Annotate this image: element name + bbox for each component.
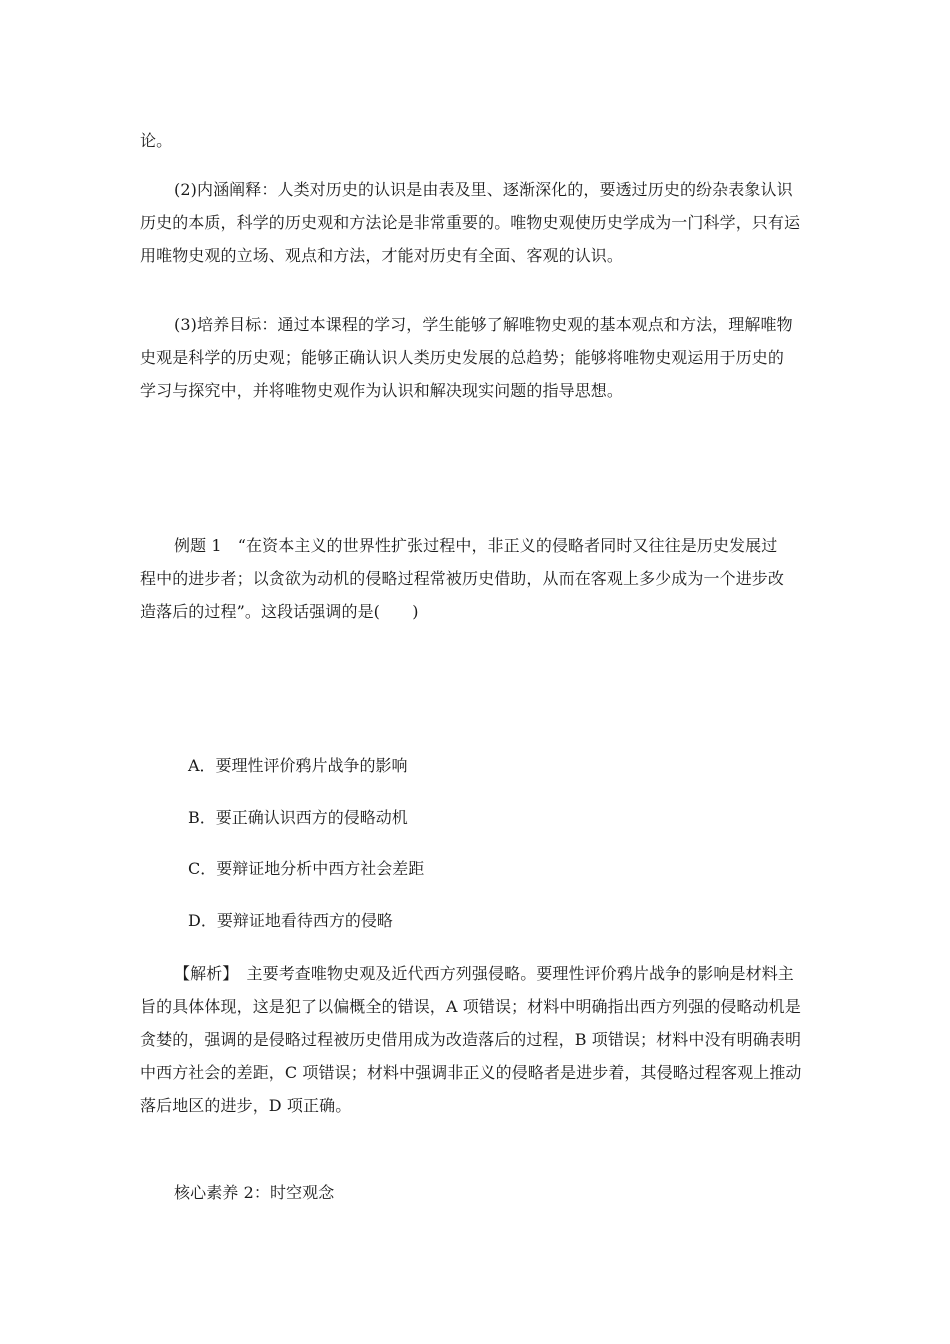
goal-line-1: (3)培养目标：通过本课程的学习，学生能够了解唯物史观的基本观点和方法，理解唯物 (174, 315, 793, 334)
option-c: C．要辩证地分析中西方社会差距 (188, 859, 425, 878)
analysis-line-3: 贪婪的，强调的是侵略过程被历史借用成为改造落后的过程，B 项错误；材料中没有明确表明 (140, 1030, 802, 1049)
analysis-paragraph (140, 957, 812, 1122)
example-question (140, 529, 812, 628)
analysis-line-2: 旨的具体体现，这是犯了以偏概全的错误，A 项错误；材料中明确指出西方列强的侵略动机是 (140, 997, 801, 1016)
next-section-heading (140, 1176, 812, 1209)
example-line-2: 程中的进步者；以贪欲为动机的侵略过程常被历史借助，从而在客观上多少成为一个进步改 (140, 569, 785, 588)
connotation-line-2: 历史的本质，科学的历史观和方法论是非常重要的。唯物史观使历史学成为一门科学，只有运 (140, 213, 801, 232)
example-line-1: 例题 1 “在资本主义的世界性扩张过程中，非正义的侵略者同时又往往是历史发展过 (174, 536, 778, 555)
goal-paragraph (140, 308, 812, 407)
example-line-3: 造落后的过程”。这段话强调的是( ) (140, 602, 419, 621)
analysis-line-4: 中西方社会的差距，C 项错误；材料中强调非正义的侵略者是进步着，其侵略过程客观上推动 (140, 1063, 802, 1082)
option-a: A．要理性评价鸦片战争的影响 (188, 756, 408, 775)
analysis-line-5: 落后地区的进步，D 项正确。 (140, 1096, 352, 1115)
analysis-line-1: 【解析】 主要考查唯物史观及近代西方列强侵略。要理性评价鸦片战争的影响是材料主 (174, 964, 794, 983)
connotation-paragraph (140, 173, 812, 272)
goal-line-3: 学习与探究中，并将唯物史观作为认识和解决现实问题的指导思想。 (140, 381, 624, 400)
goal-line-2: 史观是科学的历史观；能够正确认识人类历史发展的总趋势；能够将唯物史观运用于历史的 (140, 348, 785, 367)
option-d: D．要辩证地看待西方的侵略 (188, 911, 393, 930)
option-b: B．要正确认识西方的侵略动机 (188, 808, 408, 827)
continuation-text (140, 124, 812, 157)
next-section-line: 核心素养 2：时空观念 (174, 1183, 335, 1202)
connotation-line-1: (2)内涵阐释：人类对历史的认识是由表及里、逐渐深化的，要透过历史的纷杂表象认识 (174, 180, 793, 199)
continuation-line: 论。 (140, 131, 173, 150)
connotation-line-3: 用唯物史观的立场、观点和方法，才能对历史有全面、客观的认识。 (140, 246, 624, 265)
